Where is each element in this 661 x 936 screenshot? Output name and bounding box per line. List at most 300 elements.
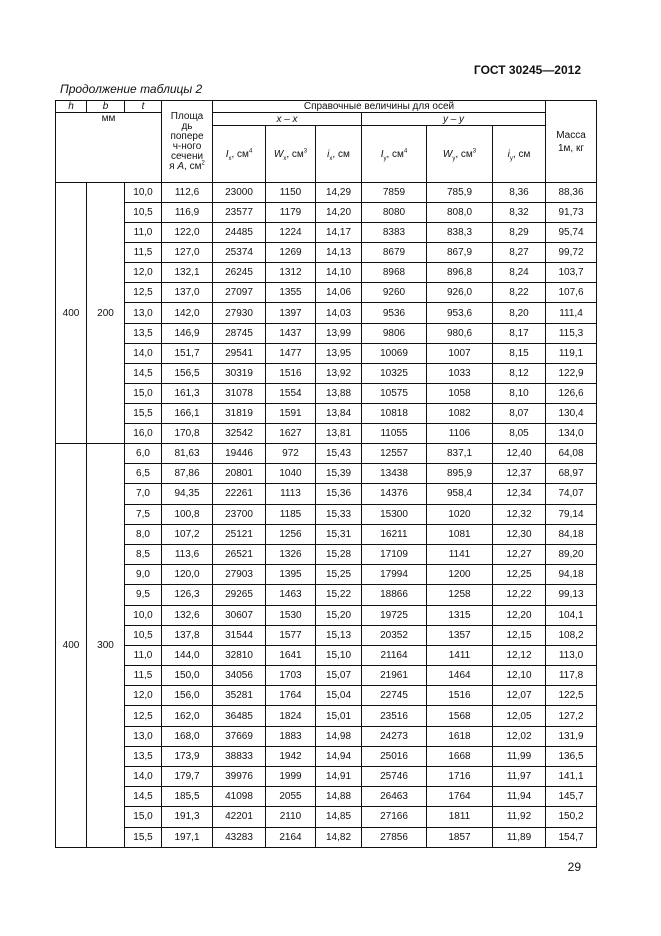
table-cell: 1883 bbox=[266, 726, 316, 746]
table-cell: 1716 bbox=[427, 767, 493, 787]
table-cell: 36485 bbox=[213, 706, 266, 726]
table-cell: 84,18 bbox=[546, 524, 597, 544]
table-cell: 35281 bbox=[213, 686, 266, 706]
table-cell: 2110 bbox=[266, 807, 316, 827]
table-cell: 137,8 bbox=[162, 625, 213, 645]
table-cell: 130,4 bbox=[546, 403, 597, 423]
table-cell: 14,85 bbox=[316, 807, 362, 827]
table-cell: 12,15 bbox=[493, 625, 546, 645]
table-cell: 10,0 bbox=[125, 605, 162, 625]
table-cell: 1764 bbox=[427, 787, 493, 807]
table-cell: 99,13 bbox=[546, 585, 597, 605]
table-row bbox=[56, 767, 597, 787]
table-cell: 1411 bbox=[427, 645, 493, 665]
table-cell: 1516 bbox=[427, 686, 493, 706]
col-b-header: b bbox=[87, 101, 125, 113]
table-cell: 9,5 bbox=[125, 585, 162, 605]
table-cell: 12,37 bbox=[493, 464, 546, 484]
table-row bbox=[56, 827, 597, 847]
table-cell: 14,82 bbox=[316, 827, 362, 847]
table-cell: 1627 bbox=[266, 423, 316, 443]
table-cell: 32810 bbox=[213, 645, 266, 665]
table-cell: 39976 bbox=[213, 767, 266, 787]
table-cell: 14,10 bbox=[316, 263, 362, 283]
table-cell: 11,5 bbox=[125, 666, 162, 686]
table-cell: 17109 bbox=[362, 544, 427, 564]
table-cell: 136,5 bbox=[546, 746, 597, 766]
table-cell: 10,5 bbox=[125, 203, 162, 223]
table-cell: 25016 bbox=[362, 746, 427, 766]
table-cell: 179,7 bbox=[162, 767, 213, 787]
mass-header bbox=[546, 101, 597, 183]
table-cell: 41098 bbox=[213, 787, 266, 807]
table-cell: 122,9 bbox=[546, 363, 597, 383]
table-cell: 1106 bbox=[427, 423, 493, 443]
table-cell: 11,97 bbox=[493, 767, 546, 787]
table-cell: 11,5 bbox=[125, 243, 162, 263]
table-cell: 111,4 bbox=[546, 303, 597, 323]
table-cell: 14,88 bbox=[316, 787, 362, 807]
table-cell: 12,22 bbox=[493, 585, 546, 605]
table-cell: 1258 bbox=[427, 585, 493, 605]
table-cell: 14,94 bbox=[316, 746, 362, 766]
table-cell: 8,5 bbox=[125, 544, 162, 564]
table-cell: 142,0 bbox=[162, 303, 213, 323]
table-cell: 112,6 bbox=[162, 183, 213, 203]
table-cell: 12,0 bbox=[125, 263, 162, 283]
table-cell: 15,04 bbox=[316, 686, 362, 706]
table-cell: 10,0 bbox=[125, 183, 162, 203]
table-cell: 170,8 bbox=[162, 423, 213, 443]
table-cell: 154,7 bbox=[546, 827, 597, 847]
table-row bbox=[56, 787, 597, 807]
table-cell: 103,7 bbox=[546, 263, 597, 283]
table-cell: 23516 bbox=[362, 706, 427, 726]
table-cell: 126,3 bbox=[162, 585, 213, 605]
table-cell: 13,92 bbox=[316, 363, 362, 383]
table-cell: 9,0 bbox=[125, 565, 162, 585]
table-cell: 94,35 bbox=[162, 484, 213, 504]
table-cell: 8,10 bbox=[493, 383, 546, 403]
table-cell: 13,81 bbox=[316, 423, 362, 443]
table-cell: 20352 bbox=[362, 625, 427, 645]
table-cell: 16211 bbox=[362, 524, 427, 544]
table-cell: 838,3 bbox=[427, 223, 493, 243]
table-cell: 21961 bbox=[362, 666, 427, 686]
table-cell: 15,20 bbox=[316, 605, 362, 625]
table-cell: 12,12 bbox=[493, 645, 546, 665]
table-row bbox=[56, 363, 597, 383]
table-cell: 12,20 bbox=[493, 605, 546, 625]
table-cell: 89,20 bbox=[546, 544, 597, 564]
table-cell: 27856 bbox=[362, 827, 427, 847]
table-cell: 9260 bbox=[362, 283, 427, 303]
table-cell: 64,08 bbox=[546, 444, 597, 464]
table-caption: Продолжение таблицы 2 bbox=[60, 82, 203, 96]
table-cell: 953,6 bbox=[427, 303, 493, 323]
col-h-header: h bbox=[56, 101, 87, 113]
col-t-header: t bbox=[125, 101, 162, 113]
table-cell: 27903 bbox=[213, 565, 266, 585]
table-cell: 12,10 bbox=[493, 666, 546, 686]
table-cell: 2164 bbox=[266, 827, 316, 847]
table-cell: 1516 bbox=[266, 363, 316, 383]
table-cell: 16,0 bbox=[125, 423, 162, 443]
table-cell: 1811 bbox=[427, 807, 493, 827]
table-cell: 11,99 bbox=[493, 746, 546, 766]
table-cell: 1477 bbox=[266, 343, 316, 363]
table-cell: 12,30 bbox=[493, 524, 546, 544]
table-cell: 15,13 bbox=[316, 625, 362, 645]
table-cell: 81,63 bbox=[162, 444, 213, 464]
table-cell: 14,20 bbox=[316, 203, 362, 223]
table-cell: 132,1 bbox=[162, 263, 213, 283]
table-cell: 15,36 bbox=[316, 484, 362, 504]
table-cell: 30607 bbox=[213, 605, 266, 625]
table-row bbox=[56, 343, 597, 363]
table-row bbox=[56, 504, 597, 524]
table-cell: 7,5 bbox=[125, 504, 162, 524]
table-cell: 15,07 bbox=[316, 666, 362, 686]
table-cell: 1437 bbox=[266, 323, 316, 343]
mass-label: Масса 1м, кг bbox=[556, 129, 586, 154]
table-cell: 1668 bbox=[427, 746, 493, 766]
table-cell: 1033 bbox=[427, 363, 493, 383]
axis-x-header: x – x bbox=[213, 113, 362, 126]
table-cell: 117,8 bbox=[546, 666, 597, 686]
table-cell: 867,9 bbox=[427, 243, 493, 263]
table-cell: 1999 bbox=[266, 767, 316, 787]
table-cell: 127,0 bbox=[162, 243, 213, 263]
table-cell: 19446 bbox=[213, 444, 266, 464]
table-cell: 1395 bbox=[266, 565, 316, 585]
table-cell: 1464 bbox=[427, 666, 493, 686]
table-cell: 37669 bbox=[213, 726, 266, 746]
table-row bbox=[56, 807, 597, 827]
table-cell: 1312 bbox=[266, 263, 316, 283]
table-cell: 22745 bbox=[362, 686, 427, 706]
table-cell: 8,20 bbox=[493, 303, 546, 323]
table-cell: 134,0 bbox=[546, 423, 597, 443]
table-cell: 14,0 bbox=[125, 767, 162, 787]
table-cell: 127,2 bbox=[546, 706, 597, 726]
table-cell: 1764 bbox=[266, 686, 316, 706]
table-cell: 12,07 bbox=[493, 686, 546, 706]
table-cell: 166,1 bbox=[162, 403, 213, 423]
group-b-cell: 300 bbox=[87, 444, 125, 848]
table-cell: 12,0 bbox=[125, 686, 162, 706]
table-cell: 24485 bbox=[213, 223, 266, 243]
group-h-cell: 400 bbox=[56, 444, 87, 848]
table-cell: 11,0 bbox=[125, 645, 162, 665]
table-cell: 8,07 bbox=[493, 403, 546, 423]
table-cell: 156,0 bbox=[162, 686, 213, 706]
table-cell: 14,91 bbox=[316, 767, 362, 787]
table-cell: 11055 bbox=[362, 423, 427, 443]
table-cell: 15,22 bbox=[316, 585, 362, 605]
table-cell: 26521 bbox=[213, 544, 266, 564]
table-cell: 1224 bbox=[266, 223, 316, 243]
ix-header: $I_x$, $см^4$ bbox=[213, 126, 266, 183]
table-cell: 32542 bbox=[213, 423, 266, 443]
table-cell: 79,14 bbox=[546, 504, 597, 524]
table-cell: 1397 bbox=[266, 303, 316, 323]
ref-values-header: Справочные величины для осей bbox=[213, 101, 546, 113]
table-cell: 1591 bbox=[266, 403, 316, 423]
table-cell: 7859 bbox=[362, 183, 427, 203]
table-cell: 1326 bbox=[266, 544, 316, 564]
table-row bbox=[56, 565, 597, 585]
table-cell: 15,25 bbox=[316, 565, 362, 585]
table-row bbox=[56, 706, 597, 726]
table-cell: 8679 bbox=[362, 243, 427, 263]
table-cell: 173,9 bbox=[162, 746, 213, 766]
table-cell: 31544 bbox=[213, 625, 266, 645]
table-cell: 14,03 bbox=[316, 303, 362, 323]
table-cell: 116,9 bbox=[162, 203, 213, 223]
table-cell: 13438 bbox=[362, 464, 427, 484]
table-cell: 6,0 bbox=[125, 444, 162, 464]
table-cell: 12,25 bbox=[493, 565, 546, 585]
table-cell: 1082 bbox=[427, 403, 493, 423]
table-cell: 11,89 bbox=[493, 827, 546, 847]
table-cell: 31078 bbox=[213, 383, 266, 403]
table-cell: 122,5 bbox=[546, 686, 597, 706]
table-cell: 8,32 bbox=[493, 203, 546, 223]
table-cell: 14,5 bbox=[125, 363, 162, 383]
table-cell: 23000 bbox=[213, 183, 266, 203]
table-cell: 10818 bbox=[362, 403, 427, 423]
group-b-cell: 200 bbox=[87, 183, 125, 444]
table-cell: 10575 bbox=[362, 383, 427, 403]
table-cell: 122,0 bbox=[162, 223, 213, 243]
table-cell: 15,5 bbox=[125, 827, 162, 847]
table-cell: 1141 bbox=[427, 544, 493, 564]
table-cell: 7,0 bbox=[125, 484, 162, 504]
table-cell: 11,92 bbox=[493, 807, 546, 827]
table-cell: 15,0 bbox=[125, 807, 162, 827]
table-cell: 25121 bbox=[213, 524, 266, 544]
table-cell: 13,88 bbox=[316, 383, 362, 403]
table-cell: 15,31 bbox=[316, 524, 362, 544]
table-row bbox=[56, 544, 597, 564]
table-cell: 1942 bbox=[266, 746, 316, 766]
table-cell: 150,2 bbox=[546, 807, 597, 827]
table-row bbox=[56, 263, 597, 283]
table-cell: 17994 bbox=[362, 565, 427, 585]
table-cell: 99,72 bbox=[546, 243, 597, 263]
table-cell: 185,5 bbox=[162, 787, 213, 807]
standard-number: ГОСТ 30245—2012 bbox=[473, 63, 581, 77]
table-cell: 19725 bbox=[362, 605, 427, 625]
table-cell: 12,34 bbox=[493, 484, 546, 504]
table-cell: 896,8 bbox=[427, 263, 493, 283]
table-row bbox=[56, 605, 597, 625]
table-cell: 1113 bbox=[266, 484, 316, 504]
table-cell: 808,0 bbox=[427, 203, 493, 223]
data-table bbox=[55, 100, 597, 848]
table-cell: 926,0 bbox=[427, 283, 493, 303]
table-row bbox=[56, 666, 597, 686]
table-cell: 91,73 bbox=[546, 203, 597, 223]
table-cell: 107,2 bbox=[162, 524, 213, 544]
table-cell: 27930 bbox=[213, 303, 266, 323]
table-cell: 13,0 bbox=[125, 303, 162, 323]
table-row bbox=[56, 746, 597, 766]
table-cell: 1824 bbox=[266, 706, 316, 726]
table-row bbox=[56, 383, 597, 403]
table-cell: 87,86 bbox=[162, 464, 213, 484]
table-cell: 1058 bbox=[427, 383, 493, 403]
table-cell: 8,17 bbox=[493, 323, 546, 343]
table-cell: 28745 bbox=[213, 323, 266, 343]
table-cell: 1463 bbox=[266, 585, 316, 605]
table-row bbox=[56, 183, 597, 203]
iy-header: $I_y$, $см^4$ bbox=[362, 126, 427, 183]
table-cell: 8,0 bbox=[125, 524, 162, 544]
table-row bbox=[56, 726, 597, 746]
table-cell: 14,5 bbox=[125, 787, 162, 807]
table-cell: 1703 bbox=[266, 666, 316, 686]
table-row bbox=[56, 645, 597, 665]
table-cell: 8,12 bbox=[493, 363, 546, 383]
table-cell: 20801 bbox=[213, 464, 266, 484]
table-cell: 8,36 bbox=[493, 183, 546, 203]
table-cell: 13,84 bbox=[316, 403, 362, 423]
table-cell: 15,0 bbox=[125, 383, 162, 403]
table-cell: 119,1 bbox=[546, 343, 597, 363]
table-cell: 113,0 bbox=[546, 645, 597, 665]
table-cell: 15300 bbox=[362, 504, 427, 524]
table-cell: 94,18 bbox=[546, 565, 597, 585]
table-cell: 8,15 bbox=[493, 343, 546, 363]
table-cell: 1641 bbox=[266, 645, 316, 665]
table-cell: 1577 bbox=[266, 625, 316, 645]
table-cell: 23700 bbox=[213, 504, 266, 524]
table-cell: 15,10 bbox=[316, 645, 362, 665]
table-cell: 156,5 bbox=[162, 363, 213, 383]
table-cell: 141,1 bbox=[546, 767, 597, 787]
table-cell: 31819 bbox=[213, 403, 266, 423]
table-body bbox=[56, 183, 597, 848]
rx-header: $i_x$, см bbox=[316, 126, 362, 183]
table-cell: 88,36 bbox=[546, 183, 597, 203]
table-cell: 958,4 bbox=[427, 484, 493, 504]
table-cell: 12,27 bbox=[493, 544, 546, 564]
table-cell: 1269 bbox=[266, 243, 316, 263]
table-row bbox=[56, 524, 597, 544]
table-cell: 15,43 bbox=[316, 444, 362, 464]
table-cell: 120,0 bbox=[162, 565, 213, 585]
table-cell: 22261 bbox=[213, 484, 266, 504]
table-cell: 14,29 bbox=[316, 183, 362, 203]
table-cell: 197,1 bbox=[162, 827, 213, 847]
table-row bbox=[56, 203, 597, 223]
table-cell: 1357 bbox=[427, 625, 493, 645]
table-cell: 13,99 bbox=[316, 323, 362, 343]
table-cell: 13,5 bbox=[125, 323, 162, 343]
table-cell: 1568 bbox=[427, 706, 493, 726]
table-cell: 191,3 bbox=[162, 807, 213, 827]
table-cell: 113,6 bbox=[162, 544, 213, 564]
table-cell: 144,0 bbox=[162, 645, 213, 665]
table-cell: 12,5 bbox=[125, 283, 162, 303]
table-cell: 115,3 bbox=[546, 323, 597, 343]
table-cell: 895,9 bbox=[427, 464, 493, 484]
table-cell: 146,9 bbox=[162, 323, 213, 343]
table-cell: 10,5 bbox=[125, 625, 162, 645]
table-row bbox=[56, 243, 597, 263]
table-row bbox=[56, 223, 597, 243]
table-cell: 1315 bbox=[427, 605, 493, 625]
table-cell: 10069 bbox=[362, 343, 427, 363]
table-row bbox=[56, 303, 597, 323]
table-cell: 1179 bbox=[266, 203, 316, 223]
table-cell: 837,1 bbox=[427, 444, 493, 464]
table-cell: 15,33 bbox=[316, 504, 362, 524]
table-cell: 12,32 bbox=[493, 504, 546, 524]
table-cell: 6,5 bbox=[125, 464, 162, 484]
table-cell: 150,0 bbox=[162, 666, 213, 686]
table-row bbox=[56, 283, 597, 303]
table-cell: 1200 bbox=[427, 565, 493, 585]
table-cell: 1081 bbox=[427, 524, 493, 544]
table-cell: 12,5 bbox=[125, 706, 162, 726]
table-cell: 8080 bbox=[362, 203, 427, 223]
table-cell: 43283 bbox=[213, 827, 266, 847]
table-cell: 161,3 bbox=[162, 383, 213, 403]
table-row bbox=[56, 423, 597, 443]
table-row bbox=[56, 464, 597, 484]
table-cell: 23577 bbox=[213, 203, 266, 223]
wx-header: $W_x$, $см^3$ bbox=[266, 126, 316, 183]
table-cell: 108,2 bbox=[546, 625, 597, 645]
table-cell: 21164 bbox=[362, 645, 427, 665]
table-cell: 29541 bbox=[213, 343, 266, 363]
table-cell: 2055 bbox=[266, 787, 316, 807]
table-cell: 12,02 bbox=[493, 726, 546, 746]
table-row bbox=[56, 585, 597, 605]
table-cell: 9806 bbox=[362, 323, 427, 343]
table-cell: 95,74 bbox=[546, 223, 597, 243]
table-cell: 27166 bbox=[362, 807, 427, 827]
table-cell: 14,98 bbox=[316, 726, 362, 746]
table-cell: 1554 bbox=[266, 383, 316, 403]
table-cell: 8,29 bbox=[493, 223, 546, 243]
table-cell: 68,97 bbox=[546, 464, 597, 484]
table-cell: 8,05 bbox=[493, 423, 546, 443]
table-cell: 15,5 bbox=[125, 403, 162, 423]
table-cell: 11,94 bbox=[493, 787, 546, 807]
ry-header: $i_y$, см bbox=[493, 126, 546, 183]
table-cell: 26245 bbox=[213, 263, 266, 283]
wy-header: $W_y$, $см^3$ bbox=[427, 126, 493, 183]
table-cell: 785,9 bbox=[427, 183, 493, 203]
area-header: Площа дь попере ч-ного сечени я A, $см^2$ bbox=[162, 101, 213, 183]
table-cell: 162,0 bbox=[162, 706, 213, 726]
table-cell: 15,39 bbox=[316, 464, 362, 484]
table-cell: 1857 bbox=[427, 827, 493, 847]
table-cell: 74,07 bbox=[546, 484, 597, 504]
table-cell: 8968 bbox=[362, 263, 427, 283]
table-row bbox=[56, 403, 597, 423]
table-cell: 12,05 bbox=[493, 706, 546, 726]
table-cell: 126,6 bbox=[546, 383, 597, 403]
table-cell: 972 bbox=[266, 444, 316, 464]
table-cell: 13,95 bbox=[316, 343, 362, 363]
table-cell: 8,22 bbox=[493, 283, 546, 303]
table-cell: 10325 bbox=[362, 363, 427, 383]
